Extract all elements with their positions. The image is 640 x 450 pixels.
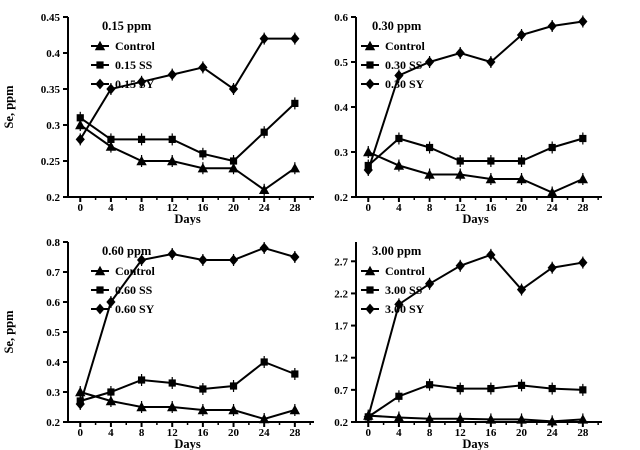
y-axis-label: Se, ppm	[2, 310, 16, 354]
diamond-marker	[290, 252, 299, 263]
triangle-marker	[394, 160, 404, 169]
x-tick-label: 0	[365, 202, 372, 214]
x-tick-label: 16	[485, 202, 497, 214]
x-tick-label: 4	[108, 202, 114, 214]
square-marker	[291, 370, 298, 377]
y-tick-label: 0.4	[334, 102, 348, 114]
subplot-0.30-ppm	[320, 0, 640, 225]
y-tick-label: 2.7	[334, 256, 348, 269]
triangle-marker	[290, 163, 300, 172]
legend-label: 0.60 SS	[115, 283, 153, 297]
series-control	[363, 146, 588, 199]
diamond-marker	[425, 278, 434, 289]
square-marker	[291, 100, 298, 107]
square-marker	[426, 144, 433, 151]
x-tick-label: 28	[577, 427, 589, 439]
diamond-marker	[198, 62, 207, 73]
y-tick-label: 0.4	[46, 357, 60, 369]
y-tick-label: 0.3	[46, 120, 60, 132]
x-axis-label: Days	[174, 437, 201, 450]
y-tick-label: 0.7	[334, 384, 348, 397]
x-tick-label: 20	[228, 202, 240, 214]
square-marker	[457, 157, 464, 164]
x-axis-label: Days	[462, 212, 489, 225]
x-tick-label: 0	[77, 427, 84, 439]
y-axis-label: Se, ppm	[2, 85, 16, 129]
x-axis-label: Days	[174, 212, 201, 225]
legend-diamond-marker	[95, 79, 104, 90]
panel-title: 0.60 ppm	[102, 244, 152, 258]
x-tick-label: 8	[138, 202, 145, 214]
y-tick-label: 0.6	[334, 12, 348, 24]
diamond-marker	[168, 249, 177, 260]
x-tick-label: 28	[289, 427, 301, 439]
x-tick-label: 4	[108, 427, 114, 439]
y-tick-label: 0.3	[334, 147, 348, 159]
y-tick-label: 0.6	[46, 297, 60, 309]
legend-label: 3.00 SS	[385, 283, 423, 297]
diamond-marker	[456, 260, 465, 271]
square-marker	[138, 376, 145, 383]
y-tick-label: 0.3	[46, 387, 60, 399]
x-tick-label: 8	[426, 427, 433, 439]
triangle-marker	[363, 147, 373, 156]
x-tick-label: 28	[577, 202, 589, 214]
legend-label: Control	[385, 39, 425, 53]
legend-label: Control	[385, 264, 425, 278]
y-tick-label: 0.2	[334, 192, 348, 204]
square-marker	[579, 135, 586, 142]
series-line	[368, 152, 583, 193]
square-marker	[107, 388, 114, 395]
series-0.15-ss	[77, 97, 299, 167]
x-tick-label: 28	[289, 202, 301, 214]
series-line	[368, 255, 583, 417]
legend-diamond-marker	[95, 304, 104, 315]
square-marker	[395, 393, 402, 400]
y-tick-label: 0.7	[46, 267, 60, 279]
legend-square-marker	[366, 286, 373, 293]
square-marker	[549, 385, 556, 392]
subplot-0.60-ppm-svg	[0, 225, 320, 450]
x-tick-label: 12	[454, 427, 466, 439]
x-tick-label: 12	[166, 427, 178, 439]
x-tick-label: 16	[197, 427, 209, 439]
legend-label: 0.15 SS	[115, 58, 153, 72]
x-tick-label: 4	[396, 202, 402, 214]
x-tick-label: 20	[228, 427, 240, 439]
legend-label: 0.30 SY	[385, 77, 425, 91]
series-line	[368, 139, 583, 166]
square-marker	[518, 157, 525, 164]
y-tick-label: 0.4	[46, 48, 60, 60]
square-marker	[261, 129, 268, 136]
y-tick-label: 0.2	[46, 417, 60, 429]
square-marker	[77, 114, 84, 121]
square-marker	[199, 150, 206, 157]
x-tick-label: 8	[138, 427, 145, 439]
subplot-0.60-ppm	[0, 225, 320, 450]
y-tick-label: 0.8	[46, 237, 60, 249]
diamond-marker	[260, 243, 269, 254]
diamond-marker	[456, 48, 465, 59]
square-marker	[395, 135, 402, 142]
legend-label: Control	[115, 39, 155, 53]
subplot-0.30-ppm-svg	[320, 0, 640, 225]
triangle-marker	[290, 405, 300, 414]
x-tick-label: 16	[485, 427, 497, 439]
x-tick-label: 24	[258, 202, 270, 214]
subplot-3.00-ppm	[320, 225, 640, 450]
y-tick-label: 1.7	[334, 320, 348, 333]
square-marker	[230, 382, 237, 389]
diamond-marker	[364, 411, 373, 422]
x-tick-label: 24	[258, 427, 270, 439]
x-tick-label: 0	[77, 202, 84, 214]
square-marker	[138, 136, 145, 143]
x-tick-label: 8	[426, 202, 433, 214]
y-tick-label: 0.5	[334, 57, 348, 69]
square-marker	[107, 136, 114, 143]
square-marker	[549, 144, 556, 151]
square-marker	[169, 379, 176, 386]
legend-label: 0.30 SS	[385, 58, 423, 72]
series-0.60-sy	[76, 242, 300, 410]
square-marker	[518, 382, 525, 389]
square-marker	[261, 358, 268, 365]
legend-square-marker	[96, 61, 103, 68]
y-tick-label: 0.35	[40, 84, 60, 96]
x-axis-label: Days	[462, 437, 489, 450]
triangle-marker	[259, 185, 269, 194]
triangle-marker	[547, 187, 557, 196]
legend-label: 3.00 SY	[385, 302, 425, 316]
subplot-0.15-ppm	[0, 0, 320, 225]
legend-square-marker	[366, 61, 373, 68]
legend-square-marker	[96, 286, 103, 293]
y-tick-label: 0.5	[46, 327, 60, 339]
square-marker	[426, 381, 433, 388]
square-marker	[487, 385, 494, 392]
diamond-marker	[548, 21, 557, 32]
square-marker	[457, 385, 464, 392]
y-tick-label: 0.25	[40, 156, 60, 168]
legend-label: 0.60 SY	[115, 302, 155, 316]
y-tick-label: 0.45	[40, 12, 60, 24]
x-tick-label: 16	[197, 202, 209, 214]
square-marker	[487, 157, 494, 164]
series-0.15-sy	[76, 33, 300, 146]
y-tick-label: 1.2	[334, 352, 348, 365]
diamond-marker	[548, 262, 557, 273]
series-line	[80, 392, 295, 419]
panel-title: 0.15 ppm	[102, 19, 152, 33]
square-marker	[579, 386, 586, 393]
x-tick-label: 24	[546, 202, 558, 214]
square-marker	[230, 157, 237, 164]
diamond-marker	[578, 16, 587, 27]
y-tick-label: 2.2	[334, 288, 348, 301]
diamond-marker	[168, 69, 177, 80]
legend-label: 0.15 SY	[115, 77, 155, 91]
x-tick-label: 12	[166, 202, 178, 214]
x-tick-label: 20	[516, 427, 528, 439]
legend-label: Control	[115, 264, 155, 278]
diamond-marker	[425, 57, 434, 68]
subplot-0.15-ppm-svg	[0, 0, 320, 225]
y-tick-label: 0.2	[46, 192, 60, 204]
x-tick-label: 4	[396, 427, 402, 439]
x-tick-label: 20	[516, 202, 528, 214]
x-tick-label: 0	[365, 427, 372, 439]
series-line	[80, 248, 295, 404]
x-tick-label: 12	[454, 202, 466, 214]
diamond-marker	[229, 255, 238, 266]
square-marker	[199, 385, 206, 392]
legend-diamond-marker	[365, 304, 374, 315]
panel-title: 0.30 ppm	[372, 19, 422, 33]
triangle-marker	[578, 174, 588, 183]
panel-title: 3.00 ppm	[372, 244, 422, 258]
subplot-3.00-ppm-svg	[320, 225, 640, 450]
legend-diamond-marker	[365, 79, 374, 90]
diamond-marker	[198, 255, 207, 266]
y-tick-label: 0.2	[334, 417, 348, 429]
x-tick-label: 24	[546, 427, 558, 439]
diamond-marker	[578, 257, 587, 268]
square-marker	[169, 136, 176, 143]
diamond-marker	[290, 33, 299, 44]
